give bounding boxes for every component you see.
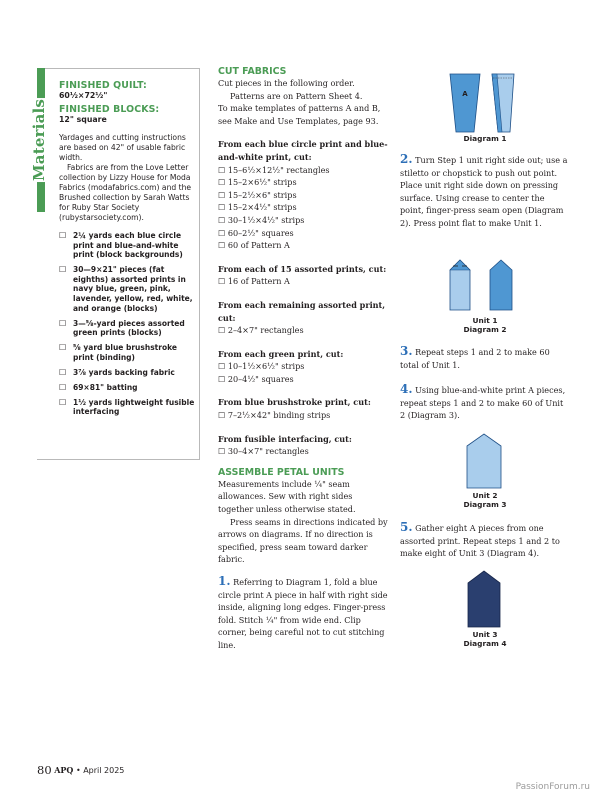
pattern-a-piece <box>450 74 480 132</box>
cut-group-heading: From each green print, cut: <box>218 348 344 359</box>
page-footer <box>37 763 124 777</box>
finished-quilt-label: FINISHED QUILT: <box>59 80 147 91</box>
checkbox-icon[interactable]: ☐ <box>59 343 67 353</box>
unit-2-label: Unit 2 <box>472 491 498 500</box>
cut-line: ☐ 2–4×7" rectangles <box>218 325 304 336</box>
diagram-1-caption: Diagram 1 <box>463 134 507 143</box>
materials-item: ☐ 2¼ yards each blue circle print and blue-and-white print (block backgrounds) <box>59 231 183 260</box>
pattern-a-letter: A <box>462 90 468 98</box>
checkbox-icon[interactable]: ☐ <box>59 397 67 407</box>
issue-date: April 2025 <box>83 766 125 775</box>
step-2 <box>400 153 570 230</box>
cut-line: ☐ 60 of Pattern A <box>218 240 290 251</box>
step-4 <box>400 383 570 422</box>
cut-line: ☐ 15–6½×12½" rectangles <box>218 164 330 175</box>
diagram-3 <box>460 432 510 490</box>
publication-name: APQ <box>54 765 74 775</box>
cut-line: ☐ 15–2½×6" strips <box>218 189 297 200</box>
cut-fabrics-heading: CUT FABRICS <box>218 66 287 77</box>
materials-item: ☐ 3⅞ yards backing fabric <box>59 367 175 377</box>
materials-item: ☐ ⅝ yard blue brushstroke print (binding) <box>59 343 177 362</box>
step-3-number: 3. <box>400 344 413 358</box>
step-1 <box>218 575 388 652</box>
cut-group <box>218 348 388 386</box>
unit-2-shape <box>467 434 501 488</box>
materials-item: ☐ 1½ yards lightweight fusible interfacing <box>59 397 195 417</box>
diagram-2-caption <box>440 316 530 334</box>
materials-intro <box>59 133 197 223</box>
materials-side-title: Materials <box>30 98 48 182</box>
cut-line: ☐ 16 of Pattern A <box>218 276 290 287</box>
cut-line: ☐ 15–2×4½" strips <box>218 202 297 213</box>
cut-line: ☐ 30–1½×4½" strips <box>218 214 305 225</box>
materials-item: ☐ 69×81" batting <box>59 382 138 392</box>
cut-group-heading: From fusible interfacing, cut: <box>218 433 352 444</box>
finished-blocks-label: FINISHED BLOCKS: <box>59 104 160 115</box>
step-3 <box>400 345 570 371</box>
unit-3-shape <box>468 571 500 627</box>
unit-1-label: Unit 1 <box>472 316 498 325</box>
page-number: 80 <box>37 763 52 777</box>
assemble-para-press: Press seams in directions indicated by arrows on diagrams. If no direction is specified, press seam toward darker fabric. <box>218 516 388 565</box>
unit-1-front <box>490 260 512 310</box>
diagram-2-graphic <box>440 257 530 315</box>
materials-intro-yardage: Yardages and cutting instructions are based on 42" of usable fabric width. <box>59 133 186 162</box>
step-4-number: 4. <box>400 382 413 396</box>
cut-line: ☐ 10–1½×6½" strips <box>218 361 305 372</box>
cut-group <box>218 263 388 288</box>
diagram-4-label: Diagram 4 <box>463 639 507 648</box>
cut-line: ☐ 20–4½" squares <box>218 373 294 384</box>
diagram-3-label: Diagram 3 <box>463 500 507 509</box>
cut-group-heading: From each of 15 assorted prints, cut: <box>218 263 387 274</box>
footer-separator: • <box>75 766 81 775</box>
materials-list <box>59 231 197 417</box>
cut-group-heading: From each blue circle print and blue-and-white print, cut: <box>218 139 388 162</box>
assemble-intro <box>218 478 388 566</box>
diagram-2 <box>440 257 530 315</box>
step-1-text: Referring to Diagram 1, fold a blue circle print A piece in half with right side inside, aligning long edges. Finger-press fold. Stitch ¼" from wide end. Clip corner, being careful not to cut stitching line. <box>218 577 388 650</box>
step-1-number: 1. <box>218 574 231 588</box>
cut-line: ☐ 15–2×6½" strips <box>218 177 297 188</box>
diagram-4 <box>460 569 510 629</box>
step-5-text: Gather eight A pieces from one assorted print. Repeat steps 1 and 2 to make eight of Unit 3 (Diagram 4). <box>400 523 560 559</box>
middle-column <box>218 66 388 652</box>
diagram-3-caption <box>440 491 530 509</box>
watermark: PassionForum.ru <box>515 782 590 792</box>
checkbox-icon[interactable]: ☐ <box>59 318 67 328</box>
cut-group <box>218 433 388 458</box>
step-5 <box>400 521 570 560</box>
step-3-text: Repeat steps 1 and 2 to make 60 total of Unit 1. <box>400 347 550 370</box>
cut-group-heading: From each remaining assorted print, cut: <box>218 299 386 323</box>
cut-line: ☐ 30–4×7" rectangles <box>218 446 309 457</box>
diagram-1 <box>440 72 530 134</box>
cut-intro-order: Cut pieces in the following order. <box>218 78 355 88</box>
cut-intro-templates: To make templates of patterns A and B, see Make and Use Templates, page 93. <box>218 103 381 126</box>
checkbox-icon[interactable]: ☐ <box>59 382 67 392</box>
cut-group <box>218 396 388 421</box>
cut-group-heading: From blue brushstroke print, cut: <box>218 397 371 408</box>
cut-line: ☐ 7–2½×42" binding strips <box>218 410 331 421</box>
diagram-1-graphic <box>440 72 530 134</box>
cut-group <box>218 299 388 337</box>
step-5-number: 5. <box>400 520 413 534</box>
checkbox-icon[interactable]: ☐ <box>59 231 67 240</box>
checkbox-icon[interactable]: ☐ <box>59 367 67 377</box>
unit-3-label: Unit 3 <box>472 630 498 639</box>
cut-intro-patterns: Patterns are on Pattern Sheet 4. <box>230 90 363 101</box>
diagram-4-graphic <box>460 569 510 629</box>
assemble-para-seams: Measurements include ¼" seam allowances. Sew with right sides together unless otherwise stated. <box>218 478 356 515</box>
materials-content <box>59 80 197 422</box>
unit-1-seam <box>450 260 470 270</box>
step-2-number: 2. <box>400 152 413 166</box>
diagram-2-label: Diagram 2 <box>463 325 507 334</box>
finished-quilt-value: 60½×72½" <box>59 91 108 100</box>
checkbox-icon[interactable]: ☐ <box>59 265 67 275</box>
cut-group <box>218 138 388 251</box>
diagram-3-graphic <box>460 432 510 490</box>
cut-line: ☐ 60–2½" squares <box>218 227 294 238</box>
materials-intro-fabrics: Fabrics are from the Love Letter collection by Lizzy House for Moda Fabrics (modafabrics.com) and the Brushed collection by Sarah Watts for Ruby Star Society (rubystarsociety.com). <box>59 163 192 222</box>
materials-item: ☐ 30—9×21" pieces (fat eighths) assorted prints in navy blue, green, pink, lavender, yellow, red, white, and orange (blocks) <box>59 265 193 313</box>
diagram-4-caption <box>440 630 530 648</box>
assemble-heading: ASSEMBLE PETAL UNITS <box>218 466 345 478</box>
finished-blocks-value: 12" square <box>59 115 107 124</box>
materials-item: ☐ 3—⅝-yard pieces assorted green prints (blocks) <box>59 318 185 338</box>
step-2-text: Turn Step 1 unit right side out; use a stiletto or chopstick to push out point. Place unit right side down on pressing surface. Using crease to center the point, finger-press seam open (Diagram 2). Press point flat to make Unit 1. <box>400 155 568 228</box>
step-4-text: Using blue-and-white print A pieces, repeat steps 1 and 2 to make 60 of Unit 2 (Diagram 3). <box>400 385 566 421</box>
cut-intro <box>218 77 388 127</box>
